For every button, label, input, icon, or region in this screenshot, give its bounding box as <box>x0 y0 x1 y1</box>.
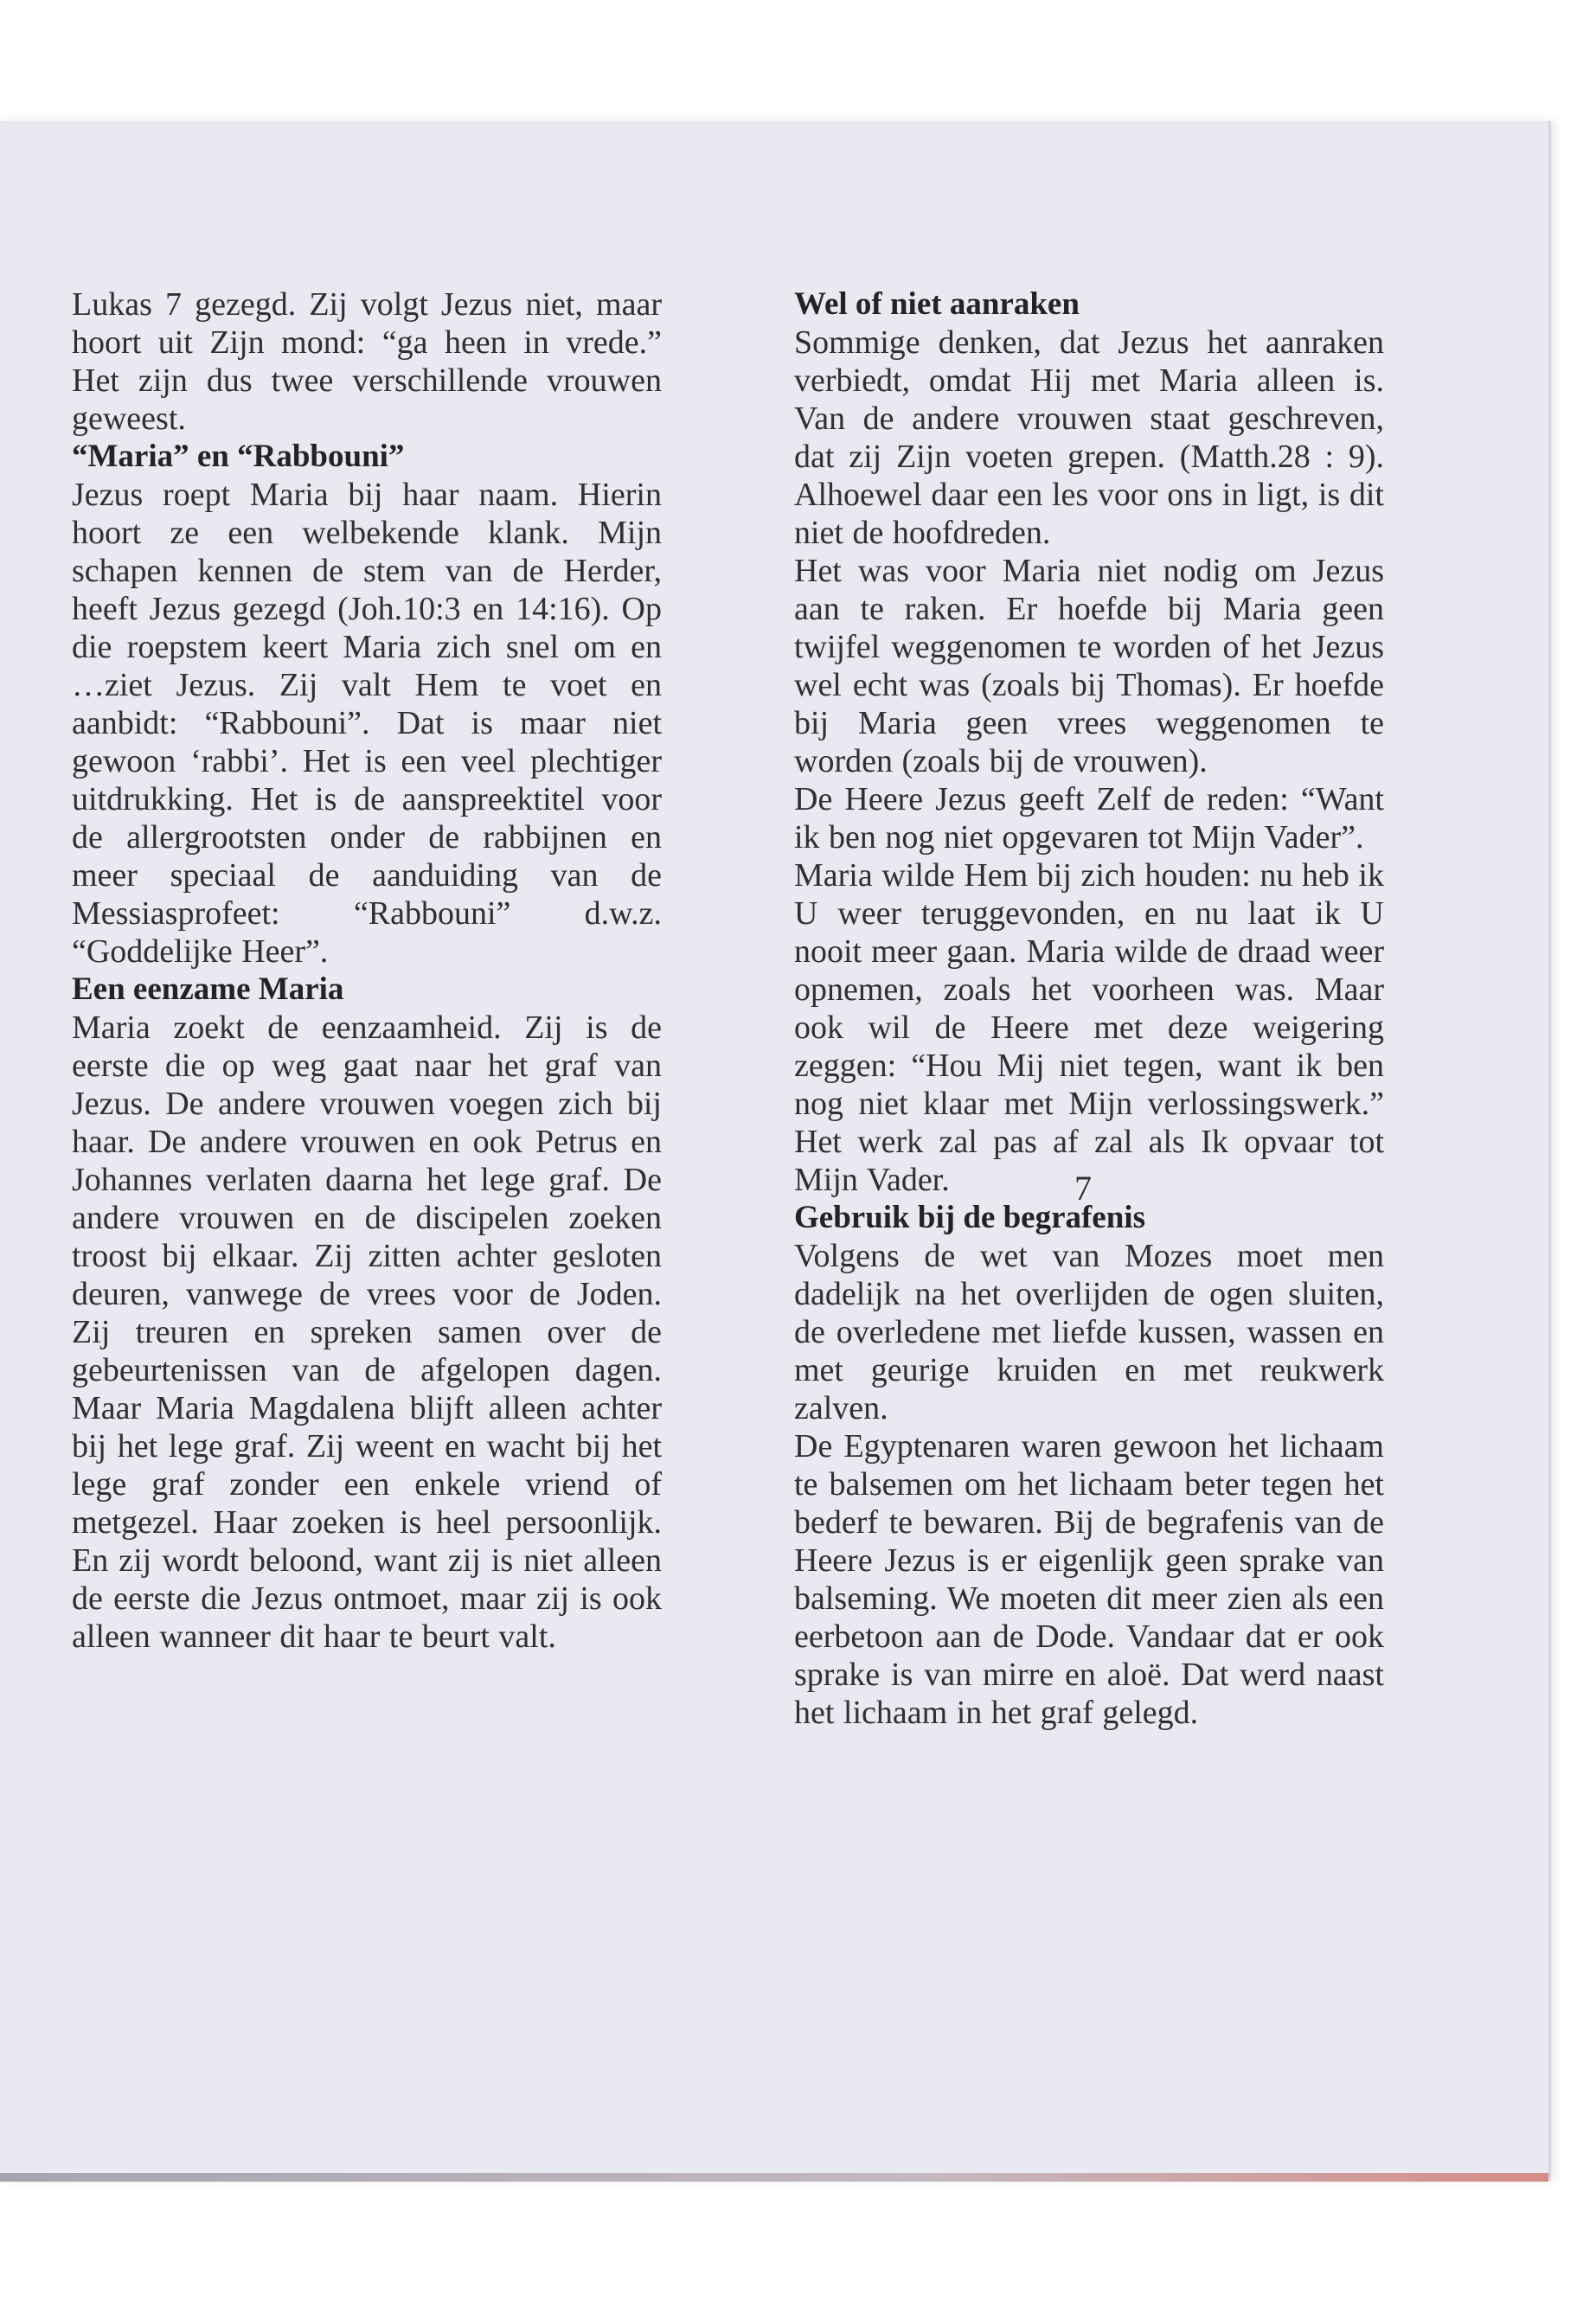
book-page <box>0 121 1551 2180</box>
paragraph-aanraken-3: De Heere Jezus geeft Zelf de reden: “Want ik ben nog niet opgevaren tot Mijn Vader”. <box>794 781 1384 856</box>
intro-paragraph: Lukas 7 gezegd. Zij volgt Jezus niet, maar hoort uit Zijn mond: “ga heen in vrede.” Het zijn dus twee verschillende vrouwen geweest. <box>72 286 662 437</box>
left-column <box>72 285 662 1656</box>
page-bottom-edge <box>0 2173 1548 2182</box>
paragraph-eenzame-maria: Maria zoekt de eenzaamheid. Zij is de eerste die op weg gaat naar het graf van Jezus. De andere vrouwen voegen zich bij haar. De andere vrouwen en ook Petrus en Johannes verlaten daarna het lege graf. De andere vrouwen en de discipelen zoeken troost bij elkaar. Zij zitten achter gesloten deuren, vanwege de vrees voor de Joden. Zij treuren en spreken samen over de gebeurtenissen van de afgelopen dagen. Maar Maria Magdalena blijft alleen achter bij het lege graf. Zij weent en wacht bij het lege graf zonder een enkele vriend of metgezel. Haar zoeken is heel persoonlijk. En zij wordt beloond, want zij is niet alleen de eerste die Jezus ontmoet, maar zij is ook alleen wanneer dit haar te beurt valt. <box>72 1009 662 1655</box>
heading-maria-rabbouni: “Maria” en “Rabbouni” <box>72 439 405 474</box>
paragraph-aanraken-1: Sommige denken, dat Jezus het aanraken verbiedt, omdat Hij met Maria alleen is. Van de andere vrouwen staat geschreven, dat zij Zijn voeten grepen. (Matth.28 : 9). Alhoewel daar een les voor ons in ligt, is dit niet de hoofdreden. <box>794 324 1384 551</box>
paragraph-maria-rabbouni: Jezus roept Maria bij haar naam. Hierin hoort ze een welbekende klank. Mijn schapen kennen de stem van de Herder, heeft Jezus gezegd (Joh.10:3 en 14:16). Op die roepstem keert Maria zich snel om en …ziet Jezus. Zij valt Hem te voet en aanbidt: “Rabbouni”. Dat is maar niet gewoon ‘rabbi’. Het is een veel plechtiger uitdrukking. Het is de aanspreektitel voor de allergrootsten onder de rabbijnen en meer speciaal de aanduiding van de Messiasprofeet: “Rabbouni” d.w.z. “Goddelijke Heer”. <box>72 477 662 970</box>
paragraph-aanraken-4: Maria wilde Hem bij zich houden: nu heb ik U weer teruggevonden, en nu laat ik U nooit meer gaan. Maria wilde de draad weer opnemen, zoals het voorheen was. Maar ook wil de Heere met deze weigering zeggen: “Hou Mij niet tegen, want ik ben nog niet klaar met Mijn verlossingswerk.” Het werk zal pas af zal als Ik opvaar tot Mijn Vader. <box>794 857 1384 1198</box>
heading-aanraken: Wel of niet aanraken <box>794 286 1080 322</box>
heading-eenzame-maria: Een eenzame Maria <box>72 971 344 1007</box>
page-number: 7 <box>1074 1169 1092 1208</box>
heading-begrafenis: Gebruik bij de begrafenis <box>794 1200 1145 1235</box>
paragraph-begrafenis-2: De Egyptenaren waren gewoon het lichaam te balsemen om het lichaam beter tegen het bederf te bewaren. Bij de begrafenis van de Heere Jezus is er eigenlijk geen sprake van balseming. We moeten dit meer zien als een eerbetoon aan de Dode. Vandaar dat er ook sprake is van mirre en aloë. Dat werd naast het lichaam in het graf gelegd. <box>794 1428 1384 1731</box>
paragraph-begrafenis-1: Volgens de wet van Mozes moet men dadelijk na het overlijden de ogen sluiten, de overledene met liefde kussen, wassen en met geurige kruiden en met reukwerk zalven. <box>794 1238 1384 1426</box>
paragraph-aanraken-2: Het was voor Maria niet nodig om Jezus aan te raken. Er hoefde bij Maria geen twijfel weggenomen te worden of het Jezus wel echt was (zoals bij Thomas). Er hoefde bij Maria geen vrees weggenomen te worden (zoals bij de vrouwen). <box>794 553 1384 779</box>
right-column <box>794 285 1384 1732</box>
